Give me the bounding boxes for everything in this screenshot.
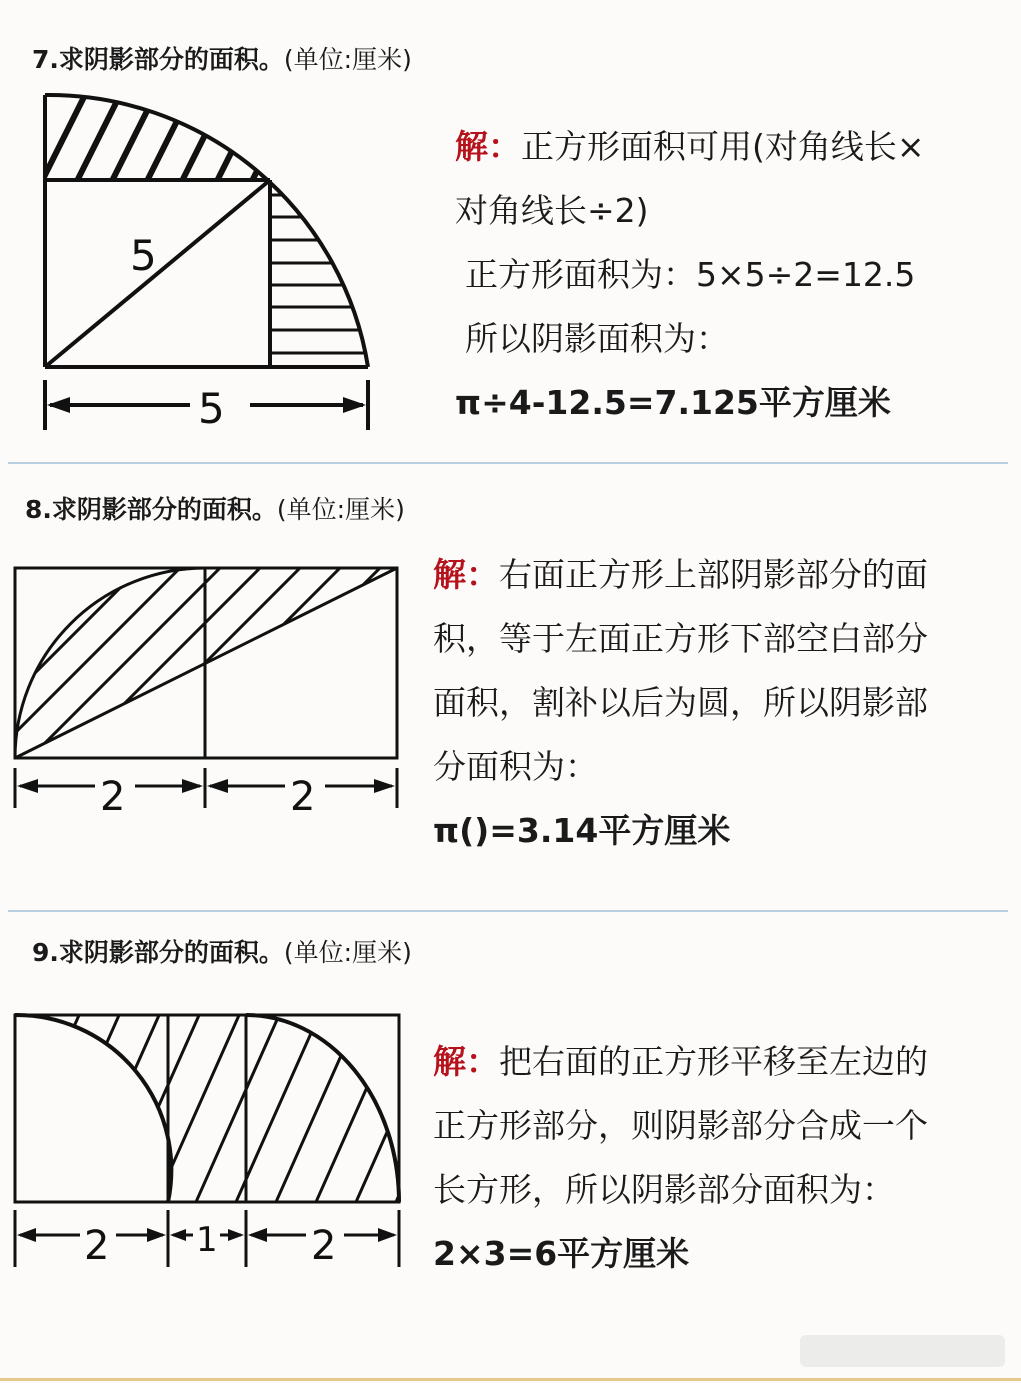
q7-sol-final: π÷4-12.5=7.125平方厘米 xyxy=(455,383,891,422)
q7-sol-line2: 对角线长÷2) xyxy=(455,191,649,230)
q9-solution xyxy=(433,1030,1013,1286)
q8-unit: (单位:厘米) xyxy=(276,495,405,524)
q7-title-text: 7.求阴影部分的面积。 xyxy=(32,45,284,74)
divider-2 xyxy=(8,910,1008,912)
q7-arrow-right xyxy=(343,397,366,413)
q8-solution xyxy=(433,543,1013,863)
q8-sol-line1: 右面正方形上部阴影部分的面 xyxy=(499,555,928,594)
q7-solution xyxy=(455,115,995,435)
q9-sol-final: 2×3=6平方厘米 xyxy=(433,1234,690,1273)
q7-sol-line4: 所以阴影面积为： xyxy=(465,319,729,358)
q7-title xyxy=(32,40,412,76)
q7-dim-label: 5 xyxy=(198,384,225,433)
q9-sol-line1: 把右面的正方形平移至左边的 xyxy=(499,1042,928,1081)
divider-1 xyxy=(8,462,1008,464)
q8-sol-line4: 分面积为： xyxy=(433,747,598,786)
q9-dim-right: 2 xyxy=(311,1223,337,1269)
q7-diag-label: 5 xyxy=(130,231,157,280)
q8-figure xyxy=(10,558,410,818)
q7-sol-line3: 正方形面积为：5×5÷2=12.5 xyxy=(465,255,916,294)
q8-sol-final: π()=3.14平方厘米 xyxy=(433,811,731,850)
q8-sol-line2: 积，等于左面正方形下部空白部分 xyxy=(433,619,928,658)
q7-sol-prefix: 解： xyxy=(455,127,521,166)
q7-unit: (单位:厘米) xyxy=(283,45,412,74)
q8-sol-line3: 面积，割补以后为圆，所以阴影部 xyxy=(433,683,928,722)
q7-arrow-left xyxy=(47,397,70,413)
q9-unit: (单位:厘米) xyxy=(283,938,412,967)
bottom-border xyxy=(0,1378,1021,1381)
q9-sol-line3: 长方形，所以阴影部分面积为： xyxy=(433,1170,895,1209)
q8-title-text: 8.求阴影部分的面积。 xyxy=(25,495,277,524)
q8-dim-right: 2 xyxy=(290,774,316,818)
q9-sol-prefix: 解： xyxy=(433,1042,499,1081)
q9-title-text: 9.求阴影部分的面积。 xyxy=(32,938,284,967)
q7-right-hatch xyxy=(270,195,370,353)
q9-title xyxy=(32,933,412,969)
q8-sol-prefix: 解： xyxy=(433,555,499,594)
q9-dim-left: 2 xyxy=(84,1223,110,1269)
q9-sol-line2: 正方形部分，则阴影部分合成一个 xyxy=(433,1106,928,1145)
scroll-indicator[interactable] xyxy=(800,1335,1005,1367)
q8-hatch xyxy=(10,568,410,798)
q8-outline xyxy=(15,568,397,808)
q9-figure xyxy=(8,1005,408,1275)
q8-dim-left: 2 xyxy=(100,774,126,818)
q7-sol-line1: 正方形面积可用(对角线长× xyxy=(521,127,925,166)
q9-dim-mid: 1 xyxy=(196,1220,218,1260)
q8-title xyxy=(25,490,405,526)
q7-figure xyxy=(30,85,370,435)
